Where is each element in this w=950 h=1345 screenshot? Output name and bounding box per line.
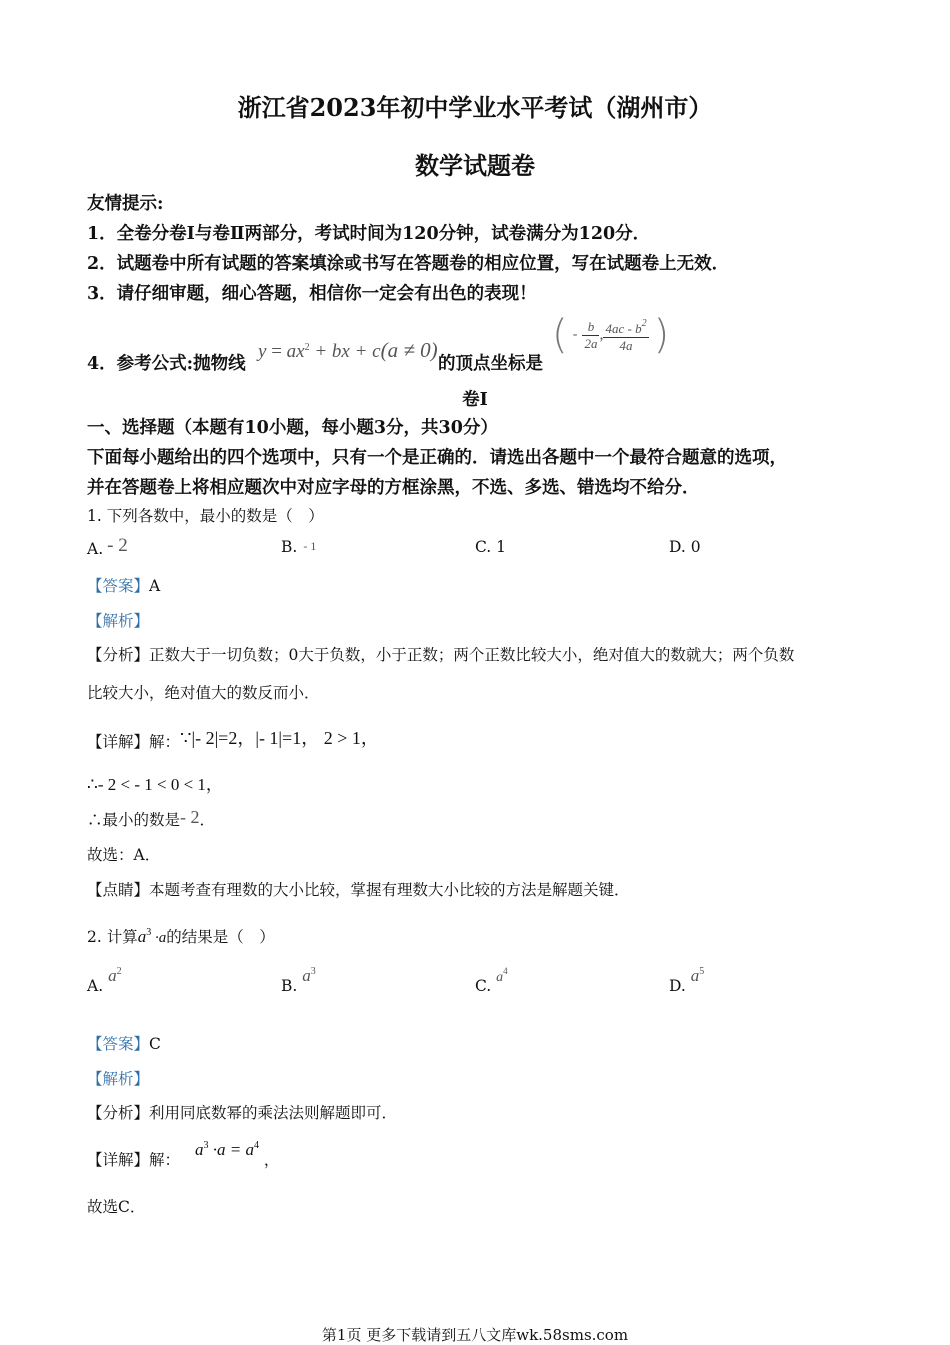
volume-label: 卷Ⅰ: [462, 390, 488, 410]
q2-answer: 【答案】C: [87, 1035, 161, 1053]
q2-stem: 2. 计算$a^3 \cdot a$的结果是（ ）: [87, 927, 275, 946]
exam-subtitle: 数学试题卷: [415, 151, 535, 180]
q1-step-3: ∴最小的数是- 2．: [87, 807, 216, 829]
q1-answer: 【答案】A: [87, 577, 161, 595]
q2-choose: 故选C．: [87, 1198, 146, 1216]
q1-fenxi-line-1: 【分析】正数大于一切负数；0大于负数，小于正数；两个正数比较大小，绝对值大的数就大；两个负数: [87, 646, 795, 664]
q2-fenxi: 【分析】利用同底数幂的乘法法则解题即可．: [87, 1104, 398, 1122]
q2-analysis-tag: 【解析】: [87, 1070, 150, 1088]
q1-stem: 1. 下列各数中，最小的数是（ ）: [87, 507, 324, 525]
exam-title: 浙江省2023年初中学业水平考试（湖州市）: [237, 93, 713, 122]
q1-analysis-tag: 【解析】: [87, 612, 150, 630]
left-paren-icon: (: [552, 312, 568, 358]
q1-dianjing: 【点睛】本题考查有理数的大小比较，掌握有理数大小比较的方法是解题关键．: [87, 881, 630, 899]
q1-option-d: D. 0: [669, 538, 701, 556]
section-instruction-2: 并在答题卷上将相应题次中对应字母的方框涂黑，不选、多选、错选均不给分．: [87, 478, 700, 498]
q2-option-a: A. $a^2$: [87, 966, 122, 995]
right-paren-icon: ): [653, 312, 670, 358]
q1-option-a: A. - 2: [87, 535, 128, 558]
vertex-formula: ( - $\frac{b}{2a}$ , $\frac{4ac - b^2}{4a}$ ): [552, 312, 670, 358]
q2-option-c: C. $a^4$: [475, 966, 508, 995]
tip-item-3: 3．请仔细审题，细心答题，相信你一定会有出色的表现！: [87, 284, 537, 304]
tip-item-1: 1．全卷分卷Ⅰ与卷Ⅱ两部分，考试时间为120分钟，试卷满分为120分．: [87, 224, 651, 244]
tips-heading: 友情提示:: [87, 194, 164, 214]
q2-detail: 【详解】解： $a^3 \cdot a = a^4$ ，: [87, 1140, 280, 1169]
q1-detail: 【详解】解：∵|- 2|=2，|- 1|=1， 2 > 1，: [87, 728, 379, 751]
tip-item-2: 2．试题卷中所有试题的答案填涂或书写在答题卷的相应位置，写在试题卷上无效．: [87, 254, 730, 274]
fraction-b-2a: $\frac{b}{2a}$: [584, 318, 598, 351]
q1-option-c: C. 1: [475, 538, 507, 556]
section-instruction-1: 下面每小题给出的四个选项中，只有一个是正确的．请选出各题中一个最符合题意的选项，: [87, 448, 787, 468]
q2-option-d: D. $a^5$: [669, 966, 705, 995]
parabola-equation: $y = ax^2$ + bx + c(a ≠ 0): [258, 338, 438, 362]
page-footer: 第1页 更多下载请到五八文库wk.58sms.com: [321, 1326, 629, 1344]
tip-formula-lead: 4．参考公式:抛物线: [87, 354, 246, 374]
q1-choose: 故选：A．: [87, 846, 161, 864]
section-heading: 一、选择题（本题有10小题，每小题3分，共30分）: [87, 418, 498, 438]
tip-formula-mid: 的顶点坐标是: [438, 354, 543, 374]
q1-step-2: ∴- 2 < - 1 < 0 < 1，: [87, 775, 223, 794]
q1-option-b: B. - 1: [281, 538, 317, 556]
fraction-4ac-b2-4a: $\frac{4ac - b^2}{4a}$: [605, 318, 647, 353]
q1-fenxi-line-2: 比较大小，绝对值大的数反而小．: [87, 684, 320, 702]
q2-option-b: B. $a^3$: [281, 966, 316, 995]
